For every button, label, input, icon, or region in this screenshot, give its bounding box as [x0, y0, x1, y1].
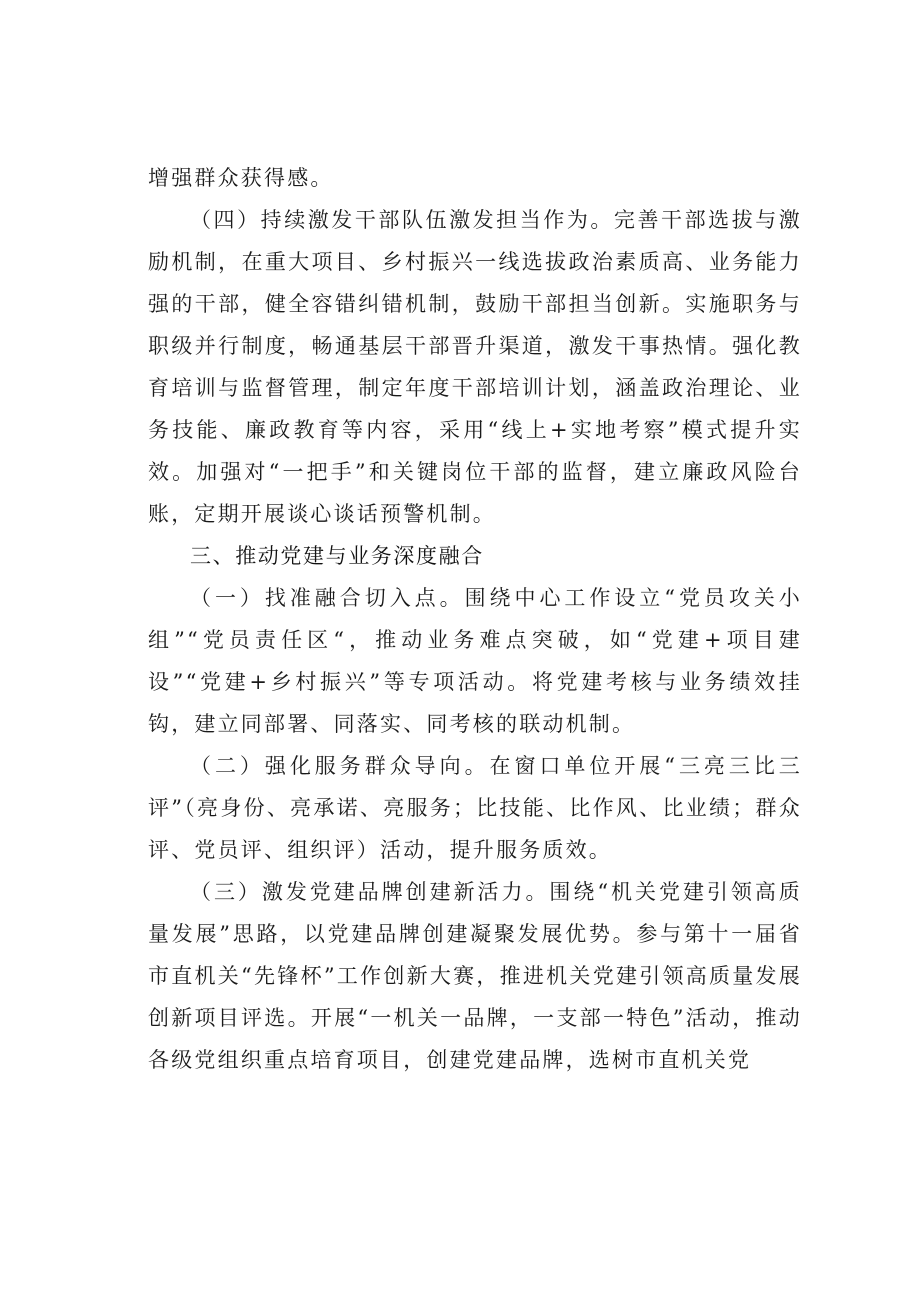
paragraph-brand-creation: （三）激发党建品牌创建新活力。围绕“机关党建引领高质量发展”思路，以党建品牌创建凝聚发展优势。参与第十一届省市直机关“先锋杯”工作创新大赛，推进机关党建引领高质量发展创新项目评选。开展“一机关一品牌，一支部一特色”活动，推动各级党组织重点培育项目，创建党建品牌，选树市直机关党 [148, 880, 802, 1072]
paragraph-integration-entry-point: （一）找准融合切入点。围绕中心工作设立“党员攻关小组”“党员责任区“，推动业务难点突破，如“党建+项目建设”“党建+乡村振兴”等专项活动。将党建考核与业务绩效挂钩，建立同部署、同落实、同考核的联动机制。 [148, 586, 802, 736]
paragraph-cadre-motivation: （四）持续激发干部队伍激发担当作为。完善干部选拔与激励机制，在重大项目、乡村振兴一线选拔政治素质高、业务能力强的干部，健全容错纠错机制，鼓励干部担当创新。实施职务与职级并行制度，畅通基层干部晋升渠道，激发干事热情。强化教育培训与监督管理，制定年度干部培训计划，涵盖政治理论、业务技能、廉政教育等内容，采用“线上+实地考察”模式提升实效。加强对“一把手”和关键岗位干部的监督，建立廉政风险台账，定期开展谈心谈话预警机制。 [148, 208, 802, 526]
paragraph-continuation: 增强群众获得感。 [148, 166, 334, 190]
document-body [148, 157, 802, 1081]
section-heading-3: 三、推动党建与业务深度融合 [190, 544, 484, 568]
paragraph-service-orientation: （二）强化服务群众导向。在窗口单位开展“三亮三比三评”（亮身份、亮承诺、亮服务；比技能、比作风、比业绩；群众评、党员评、组织评）活动，提升服务质效。 [148, 754, 802, 862]
